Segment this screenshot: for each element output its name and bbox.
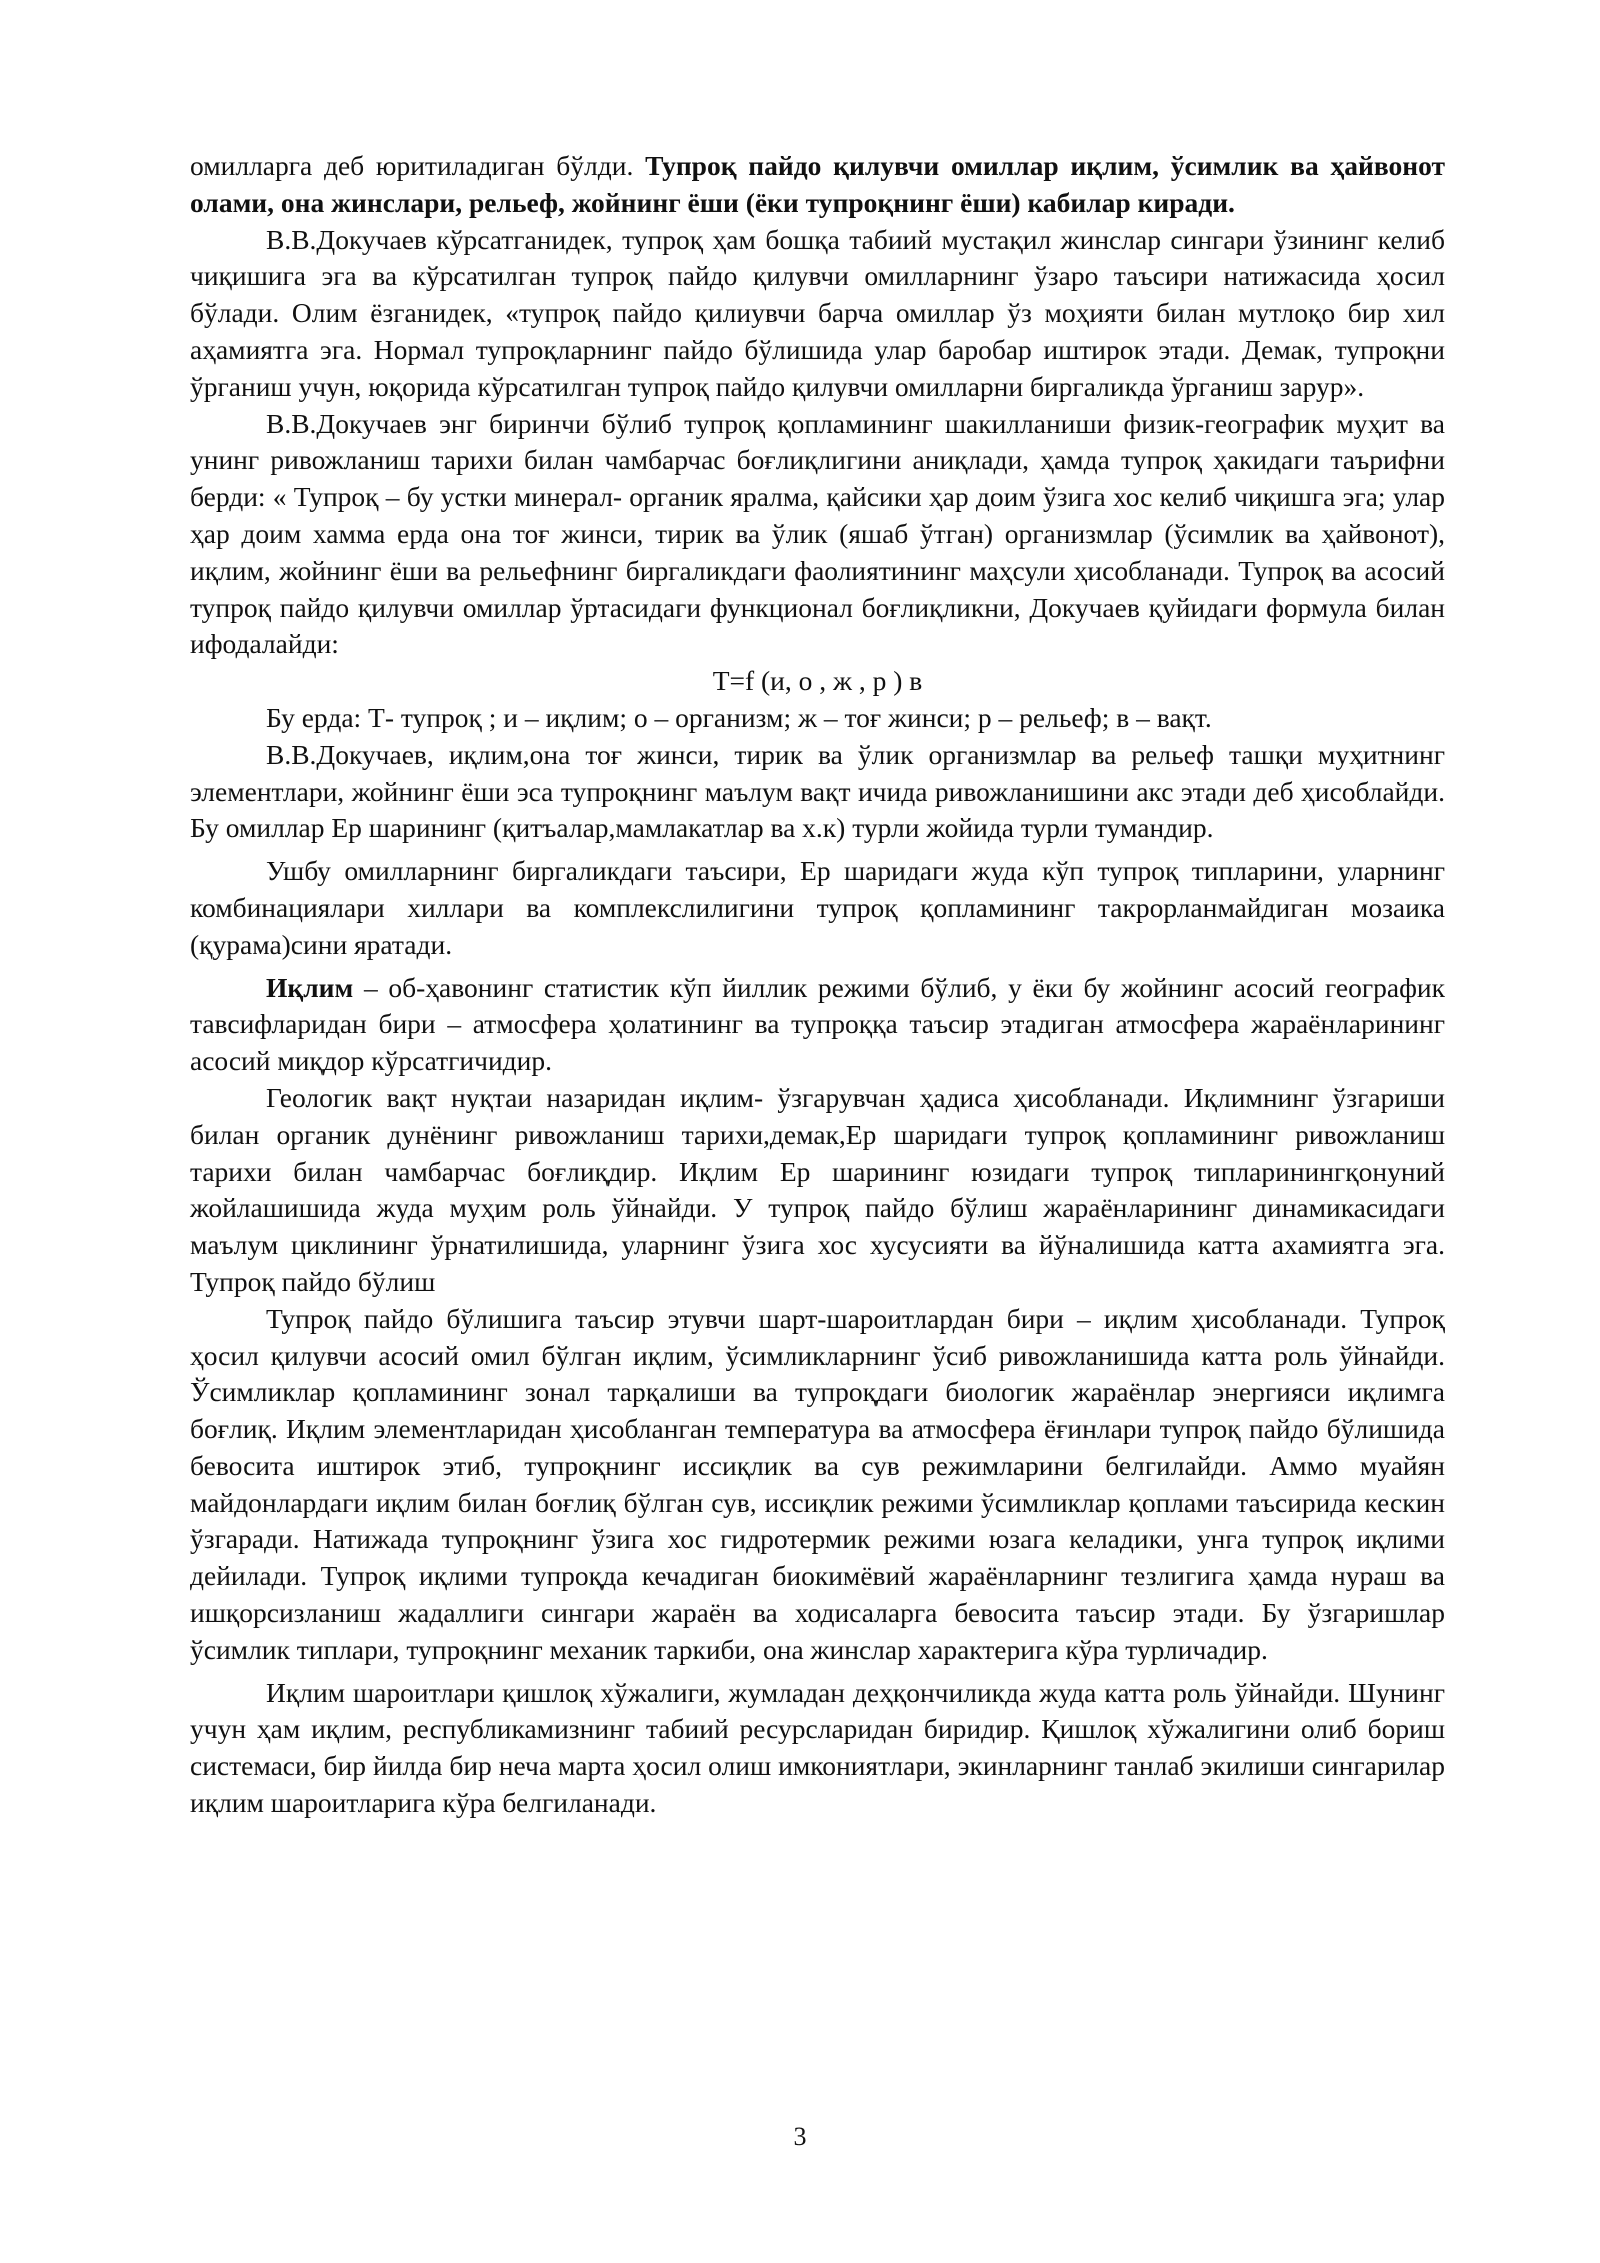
text-run: Тупроқ пайдо бўлишига таъсир этувчи шарт-шароитлардан бири – иқлим ҳисобланади. Тупроқ ҳосил қилувчи асосий омил бўлган иқлим, ўсимликларнинг ўсиб ривожланишида катта роль ўйнайди. Ўсимликлар қопламининг зонал тарқалиши ва тупроқдаги биологик жараёнлар энергияси иқлимга боғлиқ. Иқлим элементларидан ҳисобланган температура ва атмосфера ёғинлари тупроқ пайдо бўлишида бевосита иштирок этиб, тупроқнинг иссиқлик ва сув режимларини белгилайди. Аммо муайян майдонлардаги иқлим билан боғлиқ бўлган сув, иссиқлик режими ўсимликлар қоплами таъсирида кескин ўзгаради. Натижада тупроқнинг ўзига хос гидротермик режими юзага келадики, унга тупроқ иқлими дейилади. Тупроқ иқлими тупроқда кечадиган биокимёвий жараёнларнинг тезлигига ҳамда нураш ва ишқорсизланиш жадаллиги сингари жараён ва ходисаларга бевосита таъсир этади. Бу ўзгаришлар ўсимлик типлари, тупроқнинг механик таркиби, она жинслар характерига кўра турличадир. xyxy=(190,1302,1445,1665)
paragraph-soil-definition xyxy=(190,406,1445,664)
text-run: омилларга деб юритиладиган бўлди. xyxy=(190,150,646,181)
formula-text: Т=f (и, о , ж , р ) в xyxy=(712,665,923,697)
paragraph-climate-conditions xyxy=(190,1301,1445,1669)
paragraph-agriculture xyxy=(190,1675,1445,1822)
paragraph-environment-elements xyxy=(190,737,1445,847)
text-run: Иқлим шароитлари қишлоқ хўжалиги, жумладан деҳқончиликда жуда катта роль ўйнайди. Шунинг учун ҳам иқлим, республикамизнинг табиий ресурсларидан биридир. Қишлоқ хўжалигини олиб бориш системаси, бир йилда бир неча марта ҳосил олиш имкониятлари, экинларнинг танлаб экилиши сингарилар иқлим шароитларига кўра белгиланади. xyxy=(190,1676,1445,1819)
bold-text-run: Тупроқ пайдо қилувчи омиллар иқлим, ўсимлик ва ҳайвонот олами, она жинслари, рельеф, жойнинг ёши (ёки тупроқнинг ёши) кабилар киради. xyxy=(190,150,1445,218)
page-number: 3 xyxy=(793,2122,807,2151)
formula xyxy=(190,663,1445,700)
paragraph-soil-factors xyxy=(190,148,1445,222)
bold-term: Иқлим xyxy=(266,971,354,1003)
paragraph-formula-legend xyxy=(190,700,1445,737)
text-run: Ушбу омилларнинг биргаликдаги таъсири, Ер шаридаги жуда кўп тупроқ типларини, уларнинг комбинациялари хиллари ва комплекслилигини тупроқ қопламининг такрорланмайдиган мозаика (қурама)сини яратади. xyxy=(190,855,1445,960)
text-run: В.В.Докучаев, иқлим,она тоғ жинси, тирик ва ўлик организмлар ва рельеф ташқи муҳитнинг элементлари, жойнинг ёши эса тупроқнинг маълум вақт ичида ривожланишини акс этади деб ҳисоблайди. Бу омиллар Ер шарининг (қитъалар,мамлакатлар ва х.к) турли жойида турли тумандир. xyxy=(190,738,1445,844)
paragraph-climate-definition xyxy=(190,970,1445,1080)
text-run: В.В.Докучаев энг биринчи бўлиб тупроқ қопламининг шакилланиши физик-географик муҳит ва унинг ривожланиш тарихи билан чамбарчас боғлиқлигини аниқлади, ҳамда тупроқ ҳакидаги таърифни берди: « Тупроқ – бу устки минерал- органик яралма, қайсики ҳар доим ўзига хос келиб чиқишга эга; улар ҳар доим хамма ерда она тоғ жинси, тирик ва ўлик (яшаб ўтган) организмлар (ўсимлик ва ҳайвонот), иқлим, жойнинг ёши ва рельефнинг биргаликдаги фаолиятининг маҳсули ҳисобланади. Тупроқ ва асосий тупроқ пайдо қилувчи омиллар ўртасидаги функционал боғлиқликни, Докучаев қуйидаги формула билан ифодалайди: xyxy=(190,407,1445,660)
paragraph-geologic-time xyxy=(190,1080,1445,1301)
text-run: Бу ерда: Т- тупроқ ; и – иқлим; о – организм; ж – тоғ жинси; р – рельеф; в – вақт. xyxy=(266,701,1212,733)
paragraph-dokuchaev-quote xyxy=(190,222,1445,406)
paragraph-combined-effect xyxy=(190,853,1445,963)
text-run: В.В.Докучаев кўрсатганидек, тупроқ ҳам бошқа табиий мустақил жинслар сингари ўзининг келиб чиқишига эга ва кўрсатилган тупроқ пайдо қилувчи омилларнинг ўзаро таъсири натижасида ҳосил бўлади. Олим ёзганидек, «тупроқ пайдо қилиувчи барча омиллар ўз моҳияти билан мутлоқо бир хил аҳамиятга эга. Нормал тупроқларнинг пайдо бўлишида улар баробар иштирок этади. Демак, тупроқни ўрганиш учун, юқорида кўрсатилган тупроқ пайдо қилувчи омилларни биргаликда ўрганиш зарур». xyxy=(190,223,1445,402)
document-page xyxy=(190,148,1445,1822)
text-run: – об-ҳавонинг статистик кўп йиллик режими бўлиб, у ёки бу жойнинг асосий географик тавсифларидан бири – атмосфера ҳолатининг ва тупроққа таъсир этадиган атмосфера жараёнларининг асосий миқдор кўрсатгичидир. xyxy=(190,971,1445,1077)
text-run: Геологик вақт нуқтаи назаридан иқлим- ўзгарувчан ҳадиса ҳисобланади. Иқлимнинг ўзгариши билан органик дунёнинг ривожланиш тарихи,демак,Ер шаридаги тупроқ қопламининг ривожланиш тарихи билан чамбарчас боғлиқдир. Иқлим Ер шарининг юзидаги тупроқ типларинингқонуний жойлашишида жуда муҳим роль ўйнайди. У тупроқ пайдо бўлиш жараёнларининг динамикасидаги маълум циклининг ўрнатилишида, уларнинг ўзига хос хусусияти ва йўналишида катта ахамиятга эга. Тупроқ пайдо бўлиш xyxy=(190,1081,1445,1297)
